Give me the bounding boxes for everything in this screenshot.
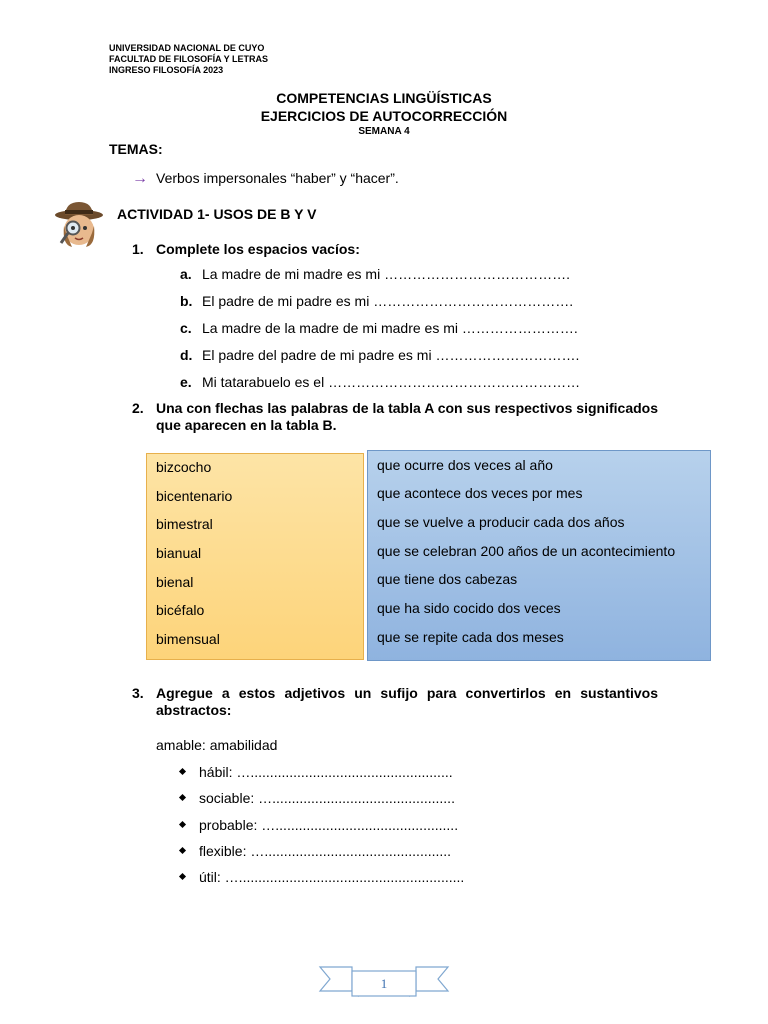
q3-item-text: probable: …............................................... (199, 817, 459, 833)
temas-heading: TEMAS: (109, 141, 163, 157)
q3-example: amable: amabilidad (156, 737, 278, 753)
item-letter: c. (180, 320, 192, 336)
table-b-definition: que ocurre dos veces al año (377, 457, 553, 473)
institution-line-1: UNIVERSIDAD NACIONAL DE CUYO (109, 43, 265, 53)
item-letter: d. (180, 347, 193, 363)
q3-item-text: útil: ….......................................................... (199, 869, 465, 885)
q3-item (180, 790, 455, 806)
detective-icon (52, 199, 106, 249)
table-a-word: bimensual (156, 631, 220, 647)
table-b-definition: que se celebran 200 años de un acontecimiento (377, 543, 676, 559)
item-text: La madre de mi madre es mi …………………………………. (202, 266, 570, 282)
table-a-word: bicentenario (156, 488, 233, 504)
item-text: El padre del padre de mi padre es mi …………………………. (202, 347, 580, 363)
q1-item-a (180, 266, 570, 282)
q1-item-c (180, 320, 578, 336)
q1-text: Complete los espacios vacíos: (156, 241, 360, 257)
table-b (367, 450, 711, 661)
q1-item-d (180, 347, 579, 363)
bullet-icon (179, 873, 186, 880)
table-a-word: bimestral (156, 516, 213, 532)
table-a-word: bicéfalo (156, 602, 205, 618)
item-text: El padre de mi padre es mi ……………………………………. (202, 293, 574, 309)
week-label: SEMANA 4 (358, 126, 410, 137)
q1-item-e (180, 374, 580, 390)
q3-item-text: sociable: …............................................... (199, 790, 455, 806)
bullet-icon (179, 821, 186, 828)
bullet-icon (179, 768, 186, 775)
q3-item (180, 843, 451, 859)
q2-text: Una con flechas las palabras de la tabla A con sus respectivos significados que aparecen en la tabla B. (156, 400, 658, 433)
table-b-definition: que ha sido cocido dos veces (377, 600, 561, 616)
table-a-word: bianual (156, 545, 202, 561)
item-letter: e. (180, 374, 192, 390)
q1-item-b (180, 293, 573, 309)
bullet-icon (179, 794, 186, 801)
item-letter: b. (180, 293, 193, 309)
temas-item: Verbos impersonales “haber” y “hacer”. (156, 170, 399, 186)
q3-item-text: flexible: …................................................ (199, 843, 452, 859)
activity-title: ACTIVIDAD 1- USOS DE B Y V (117, 206, 317, 222)
item-letter: a. (180, 266, 192, 282)
q3-number: 3. (132, 685, 144, 701)
document-subtitle: EJERCICIOS DE AUTOCORRECCIÓN (260, 108, 508, 124)
q3-item (180, 764, 453, 780)
institution-line-3: INGRESO FILOSOFÍA 2023 (109, 65, 224, 75)
item-text: La madre de la madre de mi madre es mi ……………………. (202, 320, 578, 336)
q3-item-text: hábil: ….................................................... (199, 764, 453, 780)
q3-text: Agregue a estos adjetivos un sufijo para convertirlos en sustantivos abstractos: (156, 685, 658, 718)
item-text: Mi tatarabuelo es el ……………………………………………… (202, 374, 581, 390)
table-b-definition: que se repite cada dos meses (377, 629, 564, 645)
table-a-word: bienal (156, 574, 194, 590)
q2-number: 2. (132, 400, 144, 416)
table-a-word: bizcocho (156, 459, 212, 475)
q3-item (180, 817, 458, 833)
table-b-definition: que tiene dos cabezas (377, 571, 518, 587)
q1-number: 1. (132, 241, 144, 257)
table-a (146, 453, 364, 660)
table-b-definition: que acontece dos veces por mes (377, 485, 583, 501)
q3-item (180, 869, 464, 885)
page-number: 1 (380, 976, 388, 991)
institution-line-2: FACULTAD DE FILOSOFÍA Y LETRAS (109, 54, 269, 64)
bullet-icon (179, 847, 186, 854)
arrow-right-icon: → (132, 170, 148, 187)
document-title: COMPETENCIAS LINGÜÍSTICAS (276, 90, 492, 106)
table-b-definition: que se vuelve a producir cada dos años (377, 514, 625, 530)
